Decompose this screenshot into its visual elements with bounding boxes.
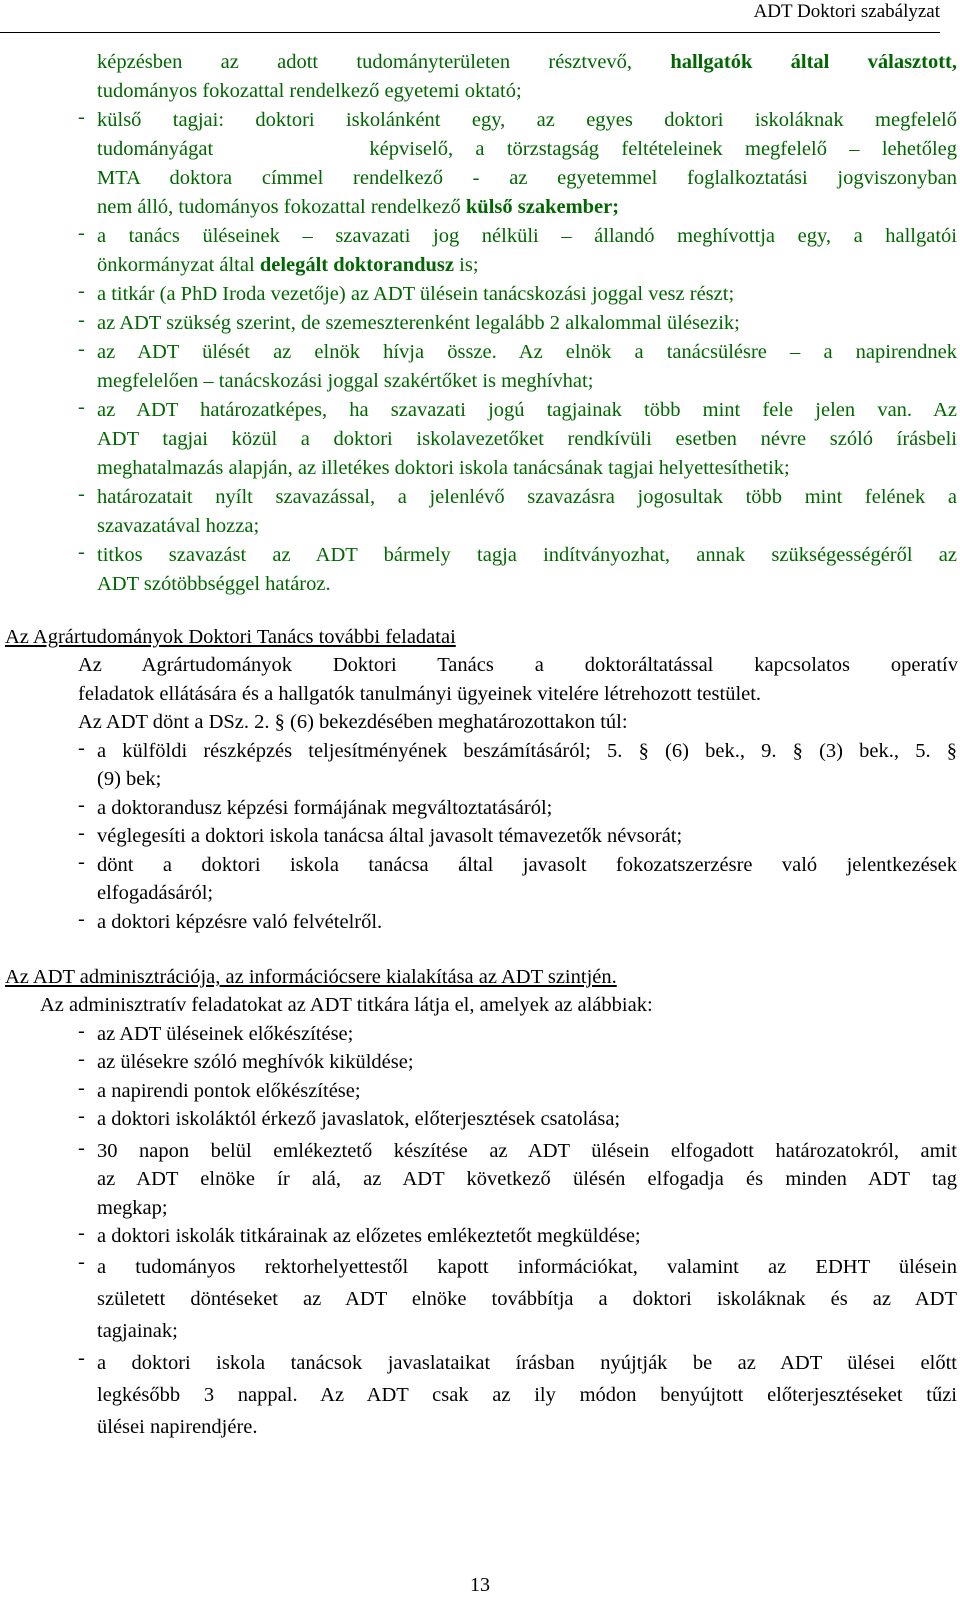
text-line: meghatalmazás alapján, az illetékes doktori iskola tanácsának tagjai helyettesíthetik; (97, 457, 790, 479)
text-line: az ülésekre szóló meghívók kiküldése; (97, 1051, 414, 1073)
list-dash: - (78, 1222, 85, 1244)
text-line: titkos szavazást az ADT bármely tagja indítványozhat, annak szükségességéről az (97, 544, 957, 566)
list-dash: - (78, 1250, 85, 1273)
text-line: a tanács üléseinek – szavazati jog nélküli – állandó meghívottja egy, a hallgatói (97, 225, 957, 247)
list-dash: - (78, 736, 85, 759)
text-line: tagjainak; (97, 1319, 178, 1342)
text-line: a tudományos rektorhelyettestől kapott információkat, valamint az EDHT ülésein (97, 1255, 957, 1278)
text-line: megkap; (97, 1196, 168, 1219)
list-item (0, 908, 957, 937)
text-line: a külföldi részképzés teljesítményének beszámításáról; 5. § (6) bek., 9. § (3) bek., 5. § (97, 739, 957, 762)
text-line: a titkár (a PhD Iroda vezetője) az ADT ülésein tanácskozási joggal vesz részt; (97, 283, 735, 305)
list-item-meeting-frequency (0, 309, 957, 338)
text-line: képzésben az adott tudományterületen résztvevő, hallgatók által választott, (97, 51, 957, 73)
text-line: a napirendi pontok előkészítése; (97, 1079, 361, 1102)
list-dash: - (78, 1136, 85, 1159)
section-administration (0, 963, 960, 1443)
text-line: elfogadásáról; (97, 882, 214, 904)
list-dash: - (78, 222, 85, 244)
list-item-quorum (0, 396, 957, 483)
text-line: ADT tagjai közül a doktori iskolavezetőket rendkívüli esetben névre szóló írásbeli (97, 428, 957, 450)
list-item-convene (0, 338, 957, 396)
list-dash: - (78, 106, 85, 128)
list-dash: - (78, 793, 85, 816)
list-dash: - (78, 280, 85, 302)
list-item (0, 1020, 957, 1049)
text-line: az ADT szükség szerint, de szemeszterenként legalább 2 alkalommal ülésezik; (97, 312, 740, 334)
list-item (0, 1222, 957, 1251)
text-line: véglegesíti a doktori iskola tanácsa által javasolt témavezetők névsorát; (97, 825, 683, 847)
text-line: ADT szótöbbséggel határoz. (97, 573, 331, 595)
text-line: tudományágat képviselő, a törzstagság feltételeinek megfelelő – lehetőleg (97, 138, 957, 160)
text-line: tudományos fokozattal rendelkező egyetemi oktató; (97, 80, 522, 102)
page-header (0, 0, 940, 33)
text-line: 30 napon belül emlékeztető készítése az ADT ülésein elfogadott határozatokról, amit (97, 1139, 957, 1162)
list-item (0, 822, 957, 851)
text-line: Az ADT dönt a DSz. 2. § (6) bekezdésében meghatározottakon túl: (78, 711, 628, 733)
text-line: a doktori iskola tanácsok javaslataikat írásban nyújtják be az ADT ülései előtt (97, 1351, 957, 1374)
text-line: külső tagjai: doktori iskolánként egy, az egyes doktori iskoláknak megfelelő (97, 109, 957, 131)
text-line: nem álló, tudományos fokozattal rendelkező külső szakember; (97, 196, 620, 218)
list-item-student-delegate (0, 222, 957, 280)
list-dash: - (78, 1105, 85, 1127)
text-line: született döntéseket az ADT elnöke továbbítja a doktori iskoláknak és az ADT (97, 1287, 957, 1310)
text-line: ülései napirendjére. (97, 1415, 258, 1438)
list-dash: - (78, 309, 85, 331)
task-list (0, 737, 960, 937)
text-line: MTA doktora címmel rendelkező - az egyetemmel foglalkoztatási jogviszonyban (97, 167, 957, 189)
list-dash: - (78, 1076, 85, 1099)
list-item (0, 1251, 957, 1347)
list-dash: - (78, 850, 85, 873)
list-dash: - (78, 1048, 85, 1070)
list-item-secret-voting (0, 541, 957, 599)
text-line: Az adminisztratív feladatokat az ADT titkára látja el, amelyek az alábbiak: (40, 994, 653, 1016)
list-dash: - (78, 1019, 85, 1042)
membership-continuation (0, 48, 957, 106)
list-item (0, 1105, 957, 1134)
list-item-external-members (0, 106, 957, 222)
list-dash: - (78, 1346, 85, 1369)
list-item (0, 1048, 957, 1077)
text-line: feladatok ellátására és a hallgatók tanulmányi ügyeinek vitelére létrehozott testület. (78, 682, 762, 705)
text-line: a doktorandusz képzési formájának megváltoztatásáról; (97, 796, 553, 819)
header-title: ADT Doktori szabályzat (753, 1, 940, 22)
text-line: határozatait nyílt szavazással, a jelenlévő szavazásra jogosultak több mint felének a (97, 486, 957, 508)
section-intro (0, 651, 958, 737)
membership-block (0, 48, 960, 599)
text-line: szavazatával hozza; (97, 515, 260, 537)
list-item-open-voting (0, 483, 957, 541)
text-line: megfelelően – tanácskozási joggal szakértőket is meghívhat; (97, 370, 594, 392)
text-line: Az Agrártudományok Doktori Tanács a doktoráltatással kapcsolatos operatív (78, 654, 958, 676)
list-item (0, 1137, 957, 1223)
document-body (0, 48, 960, 1443)
section-heading: Az ADT adminisztrációja, az információcsere kialakítása az ADT szintjén. (5, 966, 617, 988)
text-line: a doktori iskolák titkárainak az előzetes emlékeztetőt megküldése; (97, 1225, 641, 1247)
text-line: az ADT üléseinek előkészítése; (97, 1022, 354, 1045)
section-further-tasks (0, 623, 960, 936)
list-item (0, 1347, 957, 1443)
list-dash: - (78, 822, 85, 844)
list-item (0, 1077, 957, 1106)
list-item-secretary (0, 280, 957, 309)
list-item (0, 737, 957, 794)
list-dash: - (78, 907, 85, 930)
list-dash: - (78, 338, 85, 360)
list-dash: - (78, 541, 85, 563)
list-item (0, 794, 957, 823)
text-line: az ADT ülését az elnök hívja össze. Az elnök a tanácsülésre – a napirendnek (97, 341, 957, 363)
text-line: az ADT elnöke ír alá, az ADT következő ülésén elfogadja és minden ADT tag (97, 1168, 957, 1190)
text-line: az ADT határozatképes, ha szavazati jogú tagjainak több mint fele jelen van. Az (97, 399, 957, 421)
list-item (0, 851, 957, 908)
text-line: a doktori képzésre való felvételről. (97, 910, 383, 933)
text-line: dönt a doktori iskola tanácsa által javasolt fokozatszerzésre való jelentkezések (97, 853, 957, 876)
list-dash: - (78, 483, 85, 505)
text-line: legkésőbb 3 nappal. Az ADT csak az ily módon benyújtott előterjesztéseket tűzi (97, 1383, 957, 1406)
section-heading: Az Agrártudományok Doktori Tanács további feladatai (5, 626, 456, 648)
page-number: 13 (470, 1574, 490, 1596)
section-intro (0, 991, 960, 1020)
admin-task-list (0, 1020, 960, 1443)
text-line: a doktori iskoláktól érkező javaslatok, előterjesztések csatolása; (97, 1108, 621, 1130)
list-dash: - (78, 396, 85, 418)
text-line: (9) bek; (97, 768, 162, 790)
text-line: önkormányzat által delegált doktorandusz is; (97, 254, 479, 276)
